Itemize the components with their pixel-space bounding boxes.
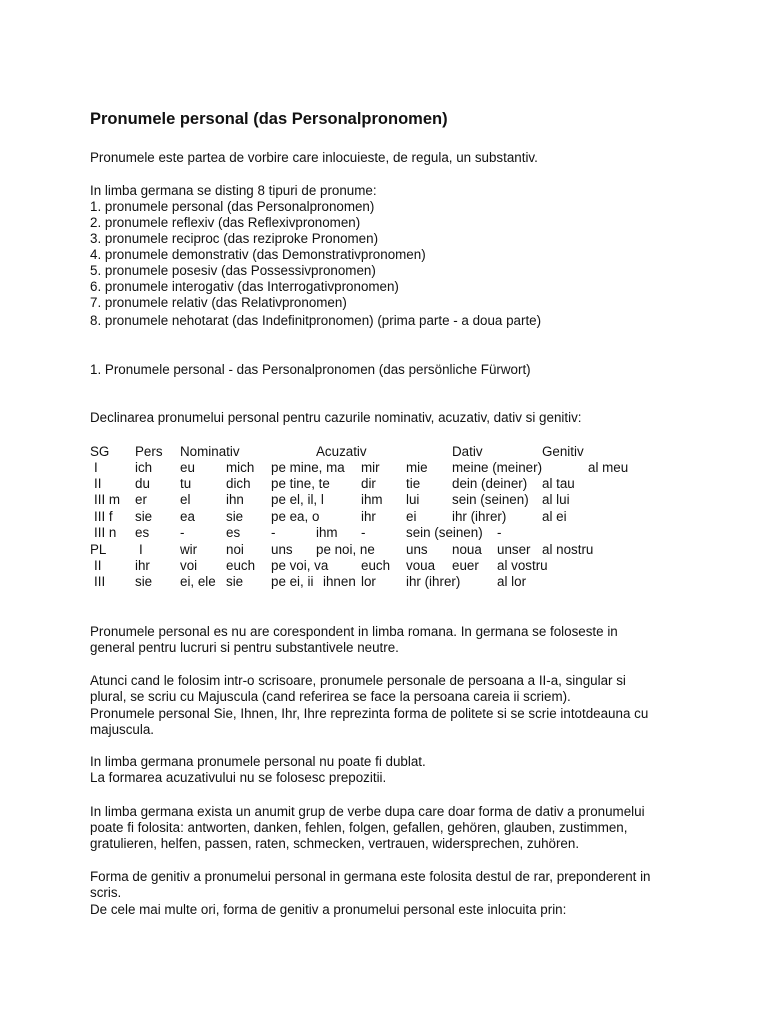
- table-cell: PL: [90, 542, 107, 557]
- paragraph-line: Atunci cand le folosim intr-o scrisoare, pronumele personale de persoana a II-a, singular si: [90, 673, 626, 688]
- paragraph-line: Forma de genitiv a pronumelui personal in germana este folosita destul de rar, preponderent in: [90, 869, 651, 884]
- types-item: 5. pronumele posesiv (das Possessivpronomen): [90, 263, 376, 278]
- paragraph-line: In limba germana exista un anumit grup de verbe dupa care doar forma de dativ a pronumelui: [90, 804, 645, 819]
- table-cell: al tau: [542, 476, 575, 491]
- types-item: 6. pronumele interogativ (das Interrogativpronomen): [90, 279, 399, 294]
- table-cell: pe ea, o: [271, 509, 320, 524]
- table-cell: eu: [180, 460, 195, 475]
- paragraph-line: poate fi folosita: antworten, danken, fehlen, folgen, gefallen, gehören, glauben, zustimmen,: [90, 820, 628, 835]
- types-item: 8. pronumele nehotarat (das Indefinitpronomen) (prima parte - a doua parte): [90, 313, 542, 328]
- paragraph-line: majuscula.: [90, 722, 155, 737]
- table-cell: ei, ele: [180, 574, 216, 589]
- table-header: Nominativ: [180, 444, 240, 459]
- table-header: Genitiv: [542, 444, 584, 459]
- table-cell: ihr (ihrer): [406, 574, 461, 589]
- table-cell: tu: [180, 476, 192, 491]
- types-item: 4. pronumele demonstrativ (das Demonstrativpronomen): [90, 247, 426, 262]
- table-cell: er: [135, 492, 147, 507]
- table-cell: ihn: [226, 492, 244, 507]
- table-cell: mie: [406, 460, 428, 475]
- table-cell: du: [135, 476, 150, 491]
- table-cell: I: [139, 542, 143, 557]
- table-cell: wir: [180, 542, 198, 557]
- table-cell: lui: [406, 492, 420, 507]
- table-cell: meine (meiner): [452, 460, 543, 475]
- table-cell: noua: [452, 542, 482, 557]
- table-header: Pers: [135, 444, 163, 459]
- table-cell: tie: [406, 476, 421, 491]
- table-cell: dich: [226, 476, 251, 491]
- table-cell: III n: [94, 525, 117, 540]
- table-cell: unser: [497, 542, 531, 557]
- table-cell: euer: [452, 558, 479, 573]
- table-cell: sie: [226, 509, 244, 524]
- declension-intro: Declinarea pronumelui personal pentru cazurile nominativ, acuzativ, dativ si genitiv:: [90, 410, 582, 425]
- types-item: 1. pronumele personal (das Personalpronomen): [90, 199, 375, 214]
- table-cell: III f: [94, 509, 113, 524]
- table-cell: ihm: [316, 525, 338, 540]
- table-cell: dein (deiner): [452, 476, 528, 491]
- table-cell: pe el, il, l: [271, 492, 324, 507]
- section-heading: 1. Pronumele personal - das Personalpronomen (das persönliche Fürwort): [90, 362, 531, 377]
- table-header: Dativ: [452, 444, 483, 459]
- table-cell: al lor: [497, 574, 527, 589]
- paragraph-line: In limba germana pronumele personal nu poate fi dublat.: [90, 754, 426, 769]
- table-cell: ihnen: [323, 574, 356, 589]
- table-cell: ich: [135, 460, 153, 475]
- paragraph-line: Pronumele personal es nu are corespondent in limba romana. In germana se foloseste in: [90, 624, 618, 639]
- table-header: SG: [90, 444, 110, 459]
- table-cell: sein (seinen): [406, 525, 483, 540]
- table-cell: ihm: [361, 492, 383, 507]
- intro-text: Pronumele este partea de vorbire care inlocuieste, de regula, un substantiv.: [90, 150, 538, 165]
- table-cell: -: [271, 525, 276, 540]
- table-cell: al lui: [542, 492, 570, 507]
- paragraph-line: La formarea acuzativului nu se folosesc prepozitii.: [90, 770, 387, 785]
- table-cell: III: [94, 574, 106, 589]
- table-cell: es: [135, 525, 150, 540]
- page-title: Pronumele personal (das Personalpronomen): [90, 110, 448, 128]
- table-cell: uns: [406, 542, 428, 557]
- paragraph-line: De cele mai multe ori, forma de genitiv a pronumelui personal este inlocuita prin:: [90, 902, 567, 917]
- table-cell: sie: [226, 574, 244, 589]
- table-cell: ihr: [135, 558, 150, 573]
- table-cell: mir: [361, 460, 380, 475]
- table-cell: pe voi, va: [271, 558, 329, 573]
- table-cell: lor: [361, 574, 376, 589]
- table-cell: al ei: [542, 509, 567, 524]
- paragraph-line: gratulieren, helfen, passen, raten, schmecken, vertrauen, widersprechen, zuhören.: [90, 836, 580, 851]
- table-cell: II: [94, 476, 102, 491]
- table-cell: euch: [226, 558, 256, 573]
- table-cell: sie: [135, 509, 153, 524]
- table-cell: -: [497, 525, 502, 540]
- table-cell: noi: [226, 542, 244, 557]
- table-cell: ihr (ihrer): [452, 509, 507, 524]
- table-cell: pe noi, ne: [316, 542, 375, 557]
- table-cell: ea: [180, 509, 195, 524]
- table-cell: al nostru: [542, 542, 594, 557]
- table-cell: I: [94, 460, 98, 475]
- table-cell: pe tine, te: [271, 476, 330, 491]
- paragraph-line: scris.: [90, 885, 122, 900]
- types-heading: In limba germana se disting 8 tipuri de pronume:: [90, 183, 377, 198]
- table-cell: voua: [406, 558, 436, 573]
- paragraph-line: plural, se scriu cu Majuscula (cand referirea se face la persoana careia ii scriem).: [90, 689, 571, 704]
- table-cell: sein (seinen): [452, 492, 529, 507]
- table-cell: voi: [180, 558, 198, 573]
- table-cell: ihr: [361, 509, 376, 524]
- table-cell: -: [361, 525, 366, 540]
- table-cell: al meu: [588, 460, 629, 475]
- table-cell: sie: [135, 574, 153, 589]
- types-item: 7. pronumele relativ (das Relativpronomen): [90, 295, 347, 310]
- table-cell: III m: [94, 492, 121, 507]
- table-cell: al vostru: [497, 558, 548, 573]
- table-cell: II: [94, 558, 102, 573]
- table-cell: dir: [361, 476, 376, 491]
- table-cell: euch: [361, 558, 391, 573]
- types-item: 2. pronumele reflexiv (das Reflexivpronomen): [90, 215, 361, 230]
- table-cell: mich: [226, 460, 255, 475]
- table-cell: pe mine, ma: [271, 460, 345, 475]
- table-cell: es: [226, 525, 241, 540]
- paragraph-line: Pronumele personal Sie, Ihnen, Ihr, Ihre reprezinta forma de politete si se scrie intotdeauna cu: [90, 706, 649, 721]
- table-cell: -: [180, 525, 185, 540]
- table-cell: ei: [406, 509, 417, 524]
- table-header: Acuzativ: [316, 444, 367, 459]
- paragraph-line: general pentru lucruri si pentru substantivele neutre.: [90, 640, 399, 655]
- table-cell: el: [180, 492, 191, 507]
- table-cell: uns: [271, 542, 293, 557]
- table-cell: pe ei, ii: [271, 574, 314, 589]
- types-item: 3. pronumele reciproc (das reziproke Pronomen): [90, 231, 379, 246]
